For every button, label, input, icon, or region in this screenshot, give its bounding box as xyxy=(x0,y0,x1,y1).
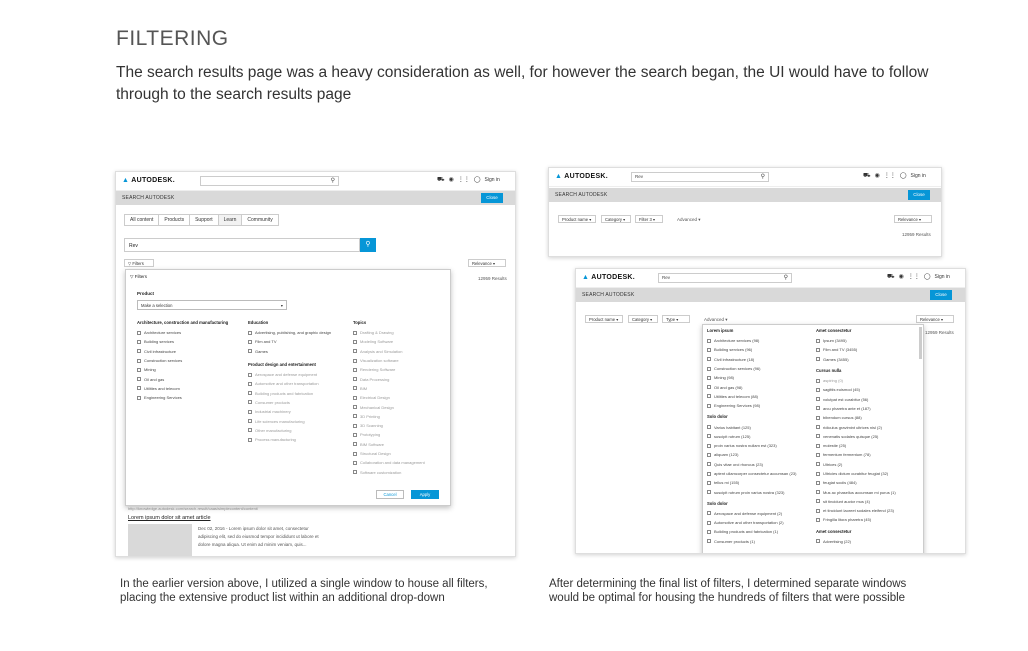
caption-left: In the earlier version above, I utilized a single window to house all filters, placing the extensive product list within an additional drop-down xyxy=(120,578,488,604)
apply-button[interactable]: Apply xyxy=(411,490,439,499)
close-button[interactable]: Close xyxy=(930,290,952,300)
filter-checkbox[interactable]: feugiat sociis (484) xyxy=(816,478,896,487)
filter-checkbox[interactable]: Process manufacturing xyxy=(248,435,331,444)
filter-checkbox[interactable]: Games (3455) xyxy=(816,355,896,364)
header-search-input[interactable] xyxy=(200,176,339,186)
header-search-input[interactable]: Rev ⚲ xyxy=(631,172,769,182)
globe-icon[interactable]: ◉ xyxy=(874,173,880,179)
filter-checkbox[interactable]: volutpat est curabitur (56) xyxy=(816,394,896,403)
apps-grid-icon[interactable]: ⋮⋮ xyxy=(907,274,920,280)
filter-group-heading: Solo dolor xyxy=(707,500,728,506)
filter-checkbox[interactable]: Rendering Software xyxy=(353,365,425,374)
cart-icon[interactable]: ⛟ xyxy=(863,173,871,179)
filter-checkbox[interactable]: Mining (98) xyxy=(707,373,796,382)
results-count: 12959 Results xyxy=(902,232,931,237)
filter-checkbox[interactable]: 3D Scanning xyxy=(353,421,425,430)
filter-group-heading: Architecture, construction and manufacturing xyxy=(137,320,229,325)
filter-checkbox[interactable]: 3D Printing xyxy=(353,412,425,421)
main-search-input[interactable]: Rev xyxy=(124,238,360,252)
filter-checkbox[interactable]: Construction services (96) xyxy=(707,364,796,373)
filter-pill-product-name[interactable]: Product name ▾ xyxy=(558,215,596,223)
header-search-input[interactable]: Rev ⚲ xyxy=(658,273,792,283)
filter-checkbox[interactable]: proin varius nostra nullam est (323) xyxy=(707,441,796,450)
filter-checkbox[interactable]: Aerospace and defense equipment xyxy=(248,370,331,379)
filter-checkbox[interactable]: arcu pharetra ante et (187) xyxy=(816,404,896,413)
search-autodesk-bar xyxy=(116,191,515,205)
filter-pill-product-name[interactable]: Product name ▾ xyxy=(585,315,623,323)
filter-checkbox[interactable]: Mus ac phasellus accumsan mi purus (1) xyxy=(816,487,896,496)
search-icon[interactable]: ⚲ xyxy=(783,275,788,281)
filter-column-industries xyxy=(137,320,228,402)
advanced-filters-dropdown xyxy=(702,324,924,554)
content-tabs xyxy=(124,214,278,226)
filter-checkbox[interactable]: Automotive and other transportation xyxy=(248,379,331,388)
filter-checkbox[interactable]: Ultricies dictum curabitur feugiat (32) xyxy=(816,469,896,478)
filter-column-topics xyxy=(353,320,425,477)
header-icons xyxy=(437,176,504,184)
filter-checkbox[interactable]: Ultrices (2) xyxy=(816,460,896,469)
sign-in-link[interactable]: Sign in xyxy=(910,173,926,179)
filter-checkbox[interactable]: Building services (96) xyxy=(707,345,796,354)
filter-checkbox[interactable]: Other manufacturing xyxy=(248,426,331,435)
dropdown-scrollbar[interactable] xyxy=(919,327,922,359)
sign-in-link[interactable]: Sign in xyxy=(934,274,950,280)
right-back-screenshot xyxy=(548,167,942,257)
filter-checkbox[interactable]: Architecture services xyxy=(137,328,228,337)
tab-learn[interactable]: Learn xyxy=(218,214,243,226)
tab-products[interactable]: Products xyxy=(158,214,190,226)
filter-checkbox[interactable]: Oil and gas (98) xyxy=(707,382,796,391)
product-select[interactable]: Make a selection ▾ xyxy=(137,300,287,310)
results-count: 12959 Results xyxy=(925,330,954,335)
filter-checkbox[interactable]: suscipit rutrum (125) xyxy=(707,432,796,441)
result-description: adipiscing elit, sed do eiusmod tempor incididunt ut labore et xyxy=(198,534,319,539)
top-nav xyxy=(576,269,965,288)
sign-in-link[interactable]: Sign in xyxy=(484,177,500,183)
filter-pill-3[interactable]: Filter 3 ▾ xyxy=(635,215,663,223)
logo-icon: ▲ xyxy=(122,177,130,184)
filter-group-heading: Topics xyxy=(353,320,367,325)
cart-icon[interactable]: ⛟ xyxy=(437,177,445,183)
filter-group-heading: Lorem ipsum xyxy=(707,328,734,333)
filter-group-heading: Cursus nulla xyxy=(816,367,842,373)
top-nav xyxy=(549,168,941,187)
result-title-link[interactable]: Lorem ipsum dolor sit amet article xyxy=(128,515,211,521)
filter-checkbox[interactable]: BIM Software xyxy=(353,440,425,449)
filter-group-heading: Solo dolor xyxy=(707,414,728,420)
filter-checkbox[interactable]: Software customization xyxy=(353,467,425,476)
result-description: Dec 02, 2016 - Lorem ipsum dolor sit amet, consectetur xyxy=(198,526,309,531)
search-bar-title: SEARCH AUTODESK xyxy=(555,192,608,198)
search-bar-title: SEARCH AUTODESK xyxy=(122,195,175,201)
result-thumbnail xyxy=(128,524,192,557)
filter-checkbox[interactable]: ridiculus gravimint ultrices nisl (2) xyxy=(816,422,896,431)
filters-panel xyxy=(125,269,451,506)
filter-checkbox[interactable]: Varius habitant (125) xyxy=(707,422,796,431)
filter-checkbox[interactable]: Aerospace and defense equipment (2) xyxy=(707,509,796,518)
advanced-column-1 xyxy=(707,328,796,546)
filter-checkbox[interactable]: Advertising, publishing, and graphic design xyxy=(248,328,331,337)
filter-checkbox[interactable]: Consumer products xyxy=(248,398,331,407)
page-heading: FILTERING xyxy=(116,27,229,50)
filter-checkbox[interactable]: Film and TV (3455) xyxy=(816,345,896,354)
filter-checkbox[interactable]: BIM xyxy=(353,384,425,393)
filter-checkbox[interactable]: venenatis sodales quisque (25) xyxy=(816,432,896,441)
filter-checkbox[interactable]: Modeling Software xyxy=(353,337,425,346)
logo-icon: ▲ xyxy=(555,173,563,180)
user-icon[interactable]: ◯ xyxy=(473,177,481,183)
filter-checkbox[interactable]: Consumer products (1) xyxy=(707,537,796,546)
filter-group-heading: Education xyxy=(248,320,269,325)
filter-checkbox[interactable]: Visualization software xyxy=(353,356,425,365)
filter-pill-category[interactable]: Category ▾ xyxy=(628,315,658,323)
filter-checkbox[interactable]: Ipsum (3495) xyxy=(816,336,896,345)
advanced-toggle[interactable]: Advanced ▾ xyxy=(704,317,728,322)
right-front-screenshot xyxy=(575,268,966,554)
filters-panel-title: ▽ Filters xyxy=(130,274,147,279)
header-icons xyxy=(887,273,954,281)
filter-checkbox[interactable]: Collaboration and data management xyxy=(353,458,425,467)
user-icon[interactable]: ◯ xyxy=(923,274,931,280)
filter-checkbox[interactable]: Advertising (22) xyxy=(816,537,896,546)
search-bar-title: SEARCH AUTODESK xyxy=(582,292,635,298)
search-autodesk-bar xyxy=(576,288,965,302)
filter-checkbox[interactable]: Mechanical Design xyxy=(353,402,425,411)
apps-grid-icon[interactable]: ⋮⋮ xyxy=(457,177,470,183)
filter-group-heading: Amet consectetur xyxy=(816,328,852,333)
filter-checkbox[interactable]: Building services xyxy=(137,337,228,346)
filter-checkbox[interactable]: Quis vitae orci rhoncus (23) xyxy=(707,460,796,469)
filter-checkbox[interactable]: Building products and fabrication (1) xyxy=(707,527,796,536)
filter-group-heading: Amet consectetur xyxy=(816,528,852,534)
filter-checkbox[interactable]: aliquam (123) xyxy=(707,450,796,459)
filter-checkbox[interactable]: Film and TV xyxy=(248,337,331,346)
filter-column-education xyxy=(248,320,331,444)
tab-all-content[interactable]: All content xyxy=(124,214,159,226)
filter-checkbox[interactable]: Oil and gas xyxy=(137,374,228,383)
relevance-select[interactable]: Relevance ▾ xyxy=(468,259,506,267)
apps-grid-icon[interactable]: ⋮⋮ xyxy=(883,173,896,179)
filter-checkbox[interactable]: et tincidunt laoreet sodales eleifend (23) xyxy=(816,506,896,515)
filter-checkbox[interactable]: Life sciences manufacturing xyxy=(248,416,331,425)
intro-paragraph: The search results page was a heavy consideration as well, for however the search began, the UI would have to follow through to the search results page xyxy=(116,64,929,103)
product-label: Product xyxy=(137,291,155,296)
filter-checkbox[interactable]: Mining xyxy=(137,365,228,374)
result-url[interactable]: http://knowledge.autodesk.com/search-result/caas/simplecontent/content/ xyxy=(128,506,259,511)
globe-icon[interactable]: ◉ xyxy=(448,177,454,183)
tab-community[interactable]: Community xyxy=(241,214,278,226)
left-screenshot xyxy=(115,171,516,557)
filter-checkbox[interactable]: Data Processing xyxy=(353,374,425,383)
filter-checkbox[interactable]: Utilities and telecom xyxy=(137,384,228,393)
filter-checkbox[interactable]: Prototyping xyxy=(353,430,425,439)
logo-icon: ▲ xyxy=(582,274,590,281)
search-icon[interactable]: ⚲ xyxy=(330,178,335,184)
filter-group-heading: Product design and entertainment xyxy=(248,361,316,367)
close-button[interactable]: Close xyxy=(481,193,503,203)
autodesk-logo[interactable]: ▲ AUTODESK. xyxy=(122,177,176,184)
filters-button[interactable]: ▽ Filters xyxy=(124,259,154,267)
filter-checkbox[interactable]: tellus mi (155) xyxy=(707,478,796,487)
filter-checkbox[interactable]: aptent ullamcorper consectetur accumsan (23) xyxy=(707,469,796,478)
cancel-button[interactable]: Cancel xyxy=(376,490,404,499)
filter-checkbox[interactable]: sagittis euismod (45) xyxy=(816,385,896,394)
filter-checkbox[interactable]: Civil infrastructure (18) xyxy=(707,355,796,364)
filter-checkbox[interactable]: Industrial machinery xyxy=(248,407,331,416)
autodesk-logo[interactable]: ▲ AUTODESK. xyxy=(582,274,636,281)
filter-checkbox[interactable]: Construction services xyxy=(137,356,228,365)
filter-checkbox[interactable]: Drafting & Drawing xyxy=(353,328,425,337)
filter-checkbox[interactable]: sit tincidunt auctor mus (4) xyxy=(816,497,896,506)
advanced-toggle[interactable]: Advanced ▾ xyxy=(677,217,701,222)
filter-checkbox[interactable]: Utilities and telecom (88) xyxy=(707,392,796,401)
filter-checkbox[interactable]: Engineering Services (98) xyxy=(707,401,796,410)
filter-checkbox[interactable]: aspiring (0) xyxy=(816,376,896,385)
advanced-column-2 xyxy=(816,328,896,546)
filter-checkbox[interactable]: Architecture services (98) xyxy=(707,336,796,345)
autodesk-logo[interactable]: ▲ AUTODESK. xyxy=(555,173,609,180)
filter-checkbox[interactable]: Structural Design xyxy=(353,449,425,458)
filter-checkbox[interactable]: Fringilla litora pharetra (45) xyxy=(816,515,896,524)
filter-pill-type[interactable]: Type ▾ xyxy=(662,315,690,323)
header-icons xyxy=(863,172,930,180)
filter-checkbox[interactable]: Automotive and other transportation (2) xyxy=(707,518,796,527)
filter-checkbox[interactable]: molestie (25) xyxy=(816,441,896,450)
filter-checkbox[interactable]: Building products and fabrication xyxy=(248,388,331,397)
filter-pill-category[interactable]: Category ▾ xyxy=(601,215,631,223)
filter-checkbox[interactable]: suscipit rutrum proin varius nostra (323) xyxy=(707,487,796,496)
filter-checkbox[interactable]: Electrical Design xyxy=(353,393,425,402)
filter-checkbox[interactable]: Civil infrastructure xyxy=(137,347,228,356)
filter-checkbox[interactable]: Analysis and Simulation xyxy=(353,347,425,356)
result-description: dolore magna aliqua. Ut enim ad minim veniam, quis... xyxy=(198,542,307,547)
caption-right: After determining the final list of filters, I determined separate windows would be optimal for housing the hundreds of filters that were possible xyxy=(549,578,907,604)
top-nav xyxy=(116,172,515,191)
relevance-select[interactable]: Relevance ▾ xyxy=(916,315,954,323)
close-button[interactable]: Close xyxy=(908,190,930,200)
filter-checkbox[interactable]: Games xyxy=(248,347,331,356)
filter-checkbox[interactable]: Engineering Services xyxy=(137,393,228,402)
user-icon[interactable]: ◯ xyxy=(899,173,907,179)
filter-checkbox[interactable]: bibendum cursus (88) xyxy=(816,413,896,422)
search-autodesk-bar xyxy=(549,188,941,202)
search-button[interactable]: ⚲ xyxy=(360,238,376,252)
filter-checkbox[interactable]: fermentum fermentum (78) xyxy=(816,450,896,459)
globe-icon[interactable]: ◉ xyxy=(898,274,904,280)
results-count: 12959 Results xyxy=(478,276,507,281)
cart-icon[interactable]: ⛟ xyxy=(887,274,895,280)
tab-support[interactable]: Support xyxy=(189,214,219,226)
relevance-select[interactable]: Relevance ▾ xyxy=(894,215,932,223)
search-icon[interactable]: ⚲ xyxy=(760,174,765,180)
